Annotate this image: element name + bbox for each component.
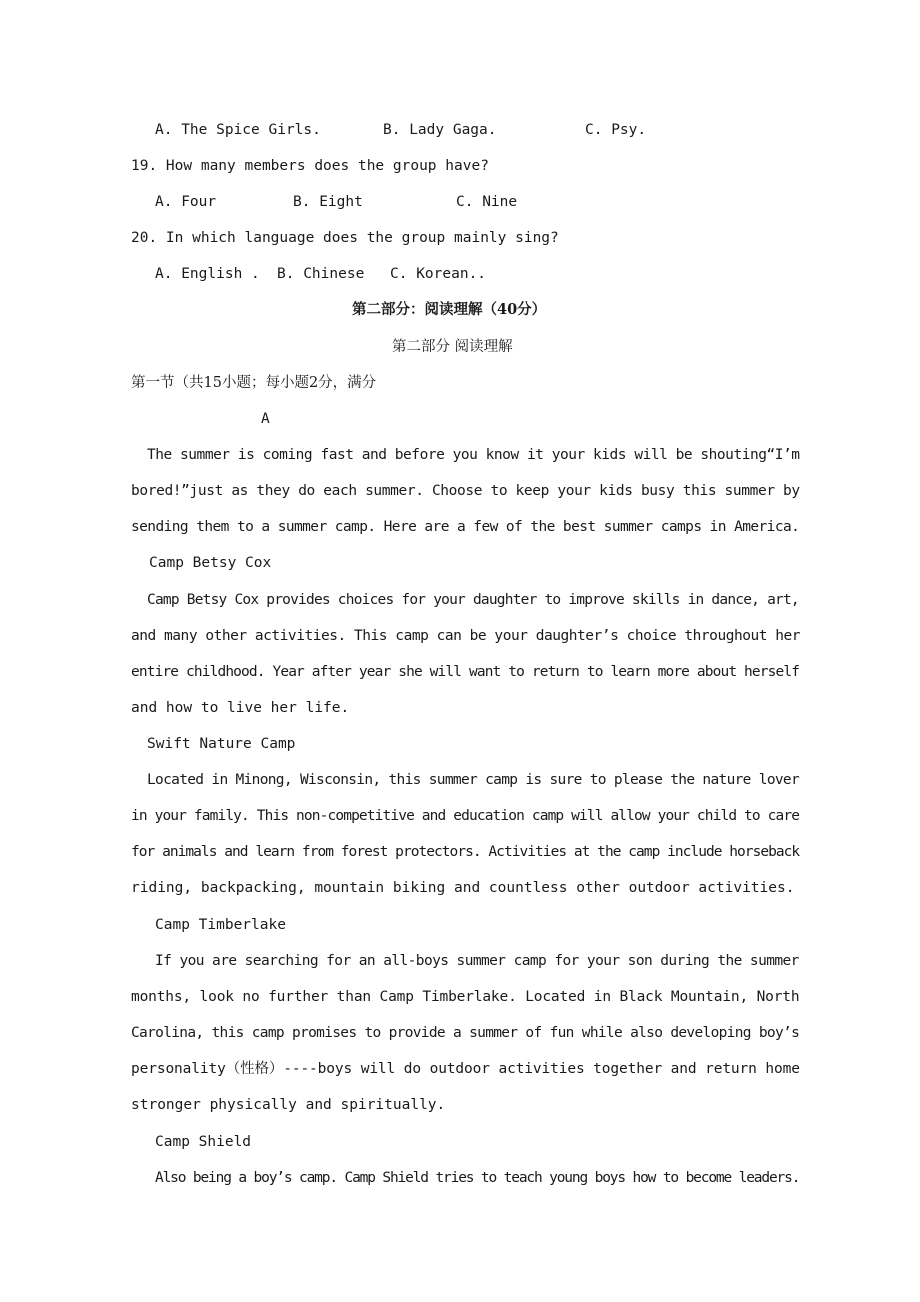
q18-option-c: C. Psy. bbox=[585, 122, 647, 138]
q20-option-a: A. English . bbox=[155, 266, 260, 282]
camp-text-line: and how to live her life. bbox=[131, 700, 350, 716]
intro-line: sending them to a summer camp. Here are a few of the best summer camps in America. bbox=[131, 519, 800, 535]
q19-option-b: B. Eight bbox=[293, 194, 363, 210]
section-subtitle: 第二部分 阅读理解 bbox=[392, 339, 513, 355]
camp-text-line: for animals and learn from forest protectors. Activities at the camp include horseback bbox=[131, 844, 800, 860]
q19-question: 19. How many members does the group have? bbox=[131, 158, 489, 174]
camp-text-line: entire childhood. Year after year she will want to return to learn more about herself bbox=[131, 664, 800, 680]
q20-option-b: B. Chinese bbox=[277, 266, 365, 282]
camp-text-line: riding, backpacking, mountain biking and countless other outdoor activities. bbox=[131, 880, 795, 896]
camp-text-line: months, look no further than Camp Timberlake. Located in Black Mountain, North bbox=[131, 989, 800, 1005]
intro-line: bored!”just as they do each summer. Choose to keep your kids busy this summer by bbox=[131, 483, 800, 499]
q18-option-a: A. The Spice Girls. bbox=[155, 122, 321, 138]
camp-text-line: stronger physically and spiritually. bbox=[131, 1097, 446, 1113]
q20-option-c: C. Korean.. bbox=[390, 266, 487, 282]
camp-text-line: If you are searching for an all-boys summer camp for your son during the summer bbox=[155, 953, 799, 969]
passage-label: A bbox=[261, 411, 270, 427]
q19-option-c: C. Nine bbox=[456, 194, 518, 210]
q18-option-b: B. Lady Gaga. bbox=[383, 122, 497, 138]
camp-text-line: Carolina, this camp promises to provide a summer of fun while also developing boy’s bbox=[131, 1025, 800, 1041]
section-title: 第二部分：阅读理解（40分） bbox=[352, 301, 547, 318]
camp-heading: Camp Timberlake bbox=[155, 917, 286, 933]
camp-text-line: personality（性格）----boys will do outdoor activities together and return home bbox=[131, 1061, 800, 1077]
intro-line: The summer is coming fast and before you know it your kids will be shouting“I’m bbox=[147, 447, 800, 463]
camp-text-line: in your family. This non-competitive and education camp will allow your child to care bbox=[131, 808, 800, 824]
q20-question: 20. In which language does the group mainly sing? bbox=[131, 230, 559, 246]
camp-heading: Camp Shield bbox=[155, 1134, 252, 1150]
camp-text-line: Also being a boy’s camp. Camp Shield tries to teach young boys how to become leaders. bbox=[155, 1170, 800, 1186]
camp-text-line: and many other activities. This camp can be your daughter’s choice throughout her bbox=[131, 628, 801, 644]
camp-text-line: Located in Minong, Wisconsin, this summer camp is sure to please the nature lover bbox=[147, 772, 800, 788]
camp-heading: Swift Nature Camp bbox=[147, 736, 296, 752]
q19-option-a: A. Four bbox=[155, 194, 217, 210]
camp-heading: Camp Betsy Cox bbox=[149, 555, 272, 571]
camp-text-line: Camp Betsy Cox provides choices for your daughter to improve skills in dance, art, bbox=[147, 592, 799, 608]
section-instruction: 第一节（共15小题；每小题2分，满分 bbox=[131, 375, 377, 391]
